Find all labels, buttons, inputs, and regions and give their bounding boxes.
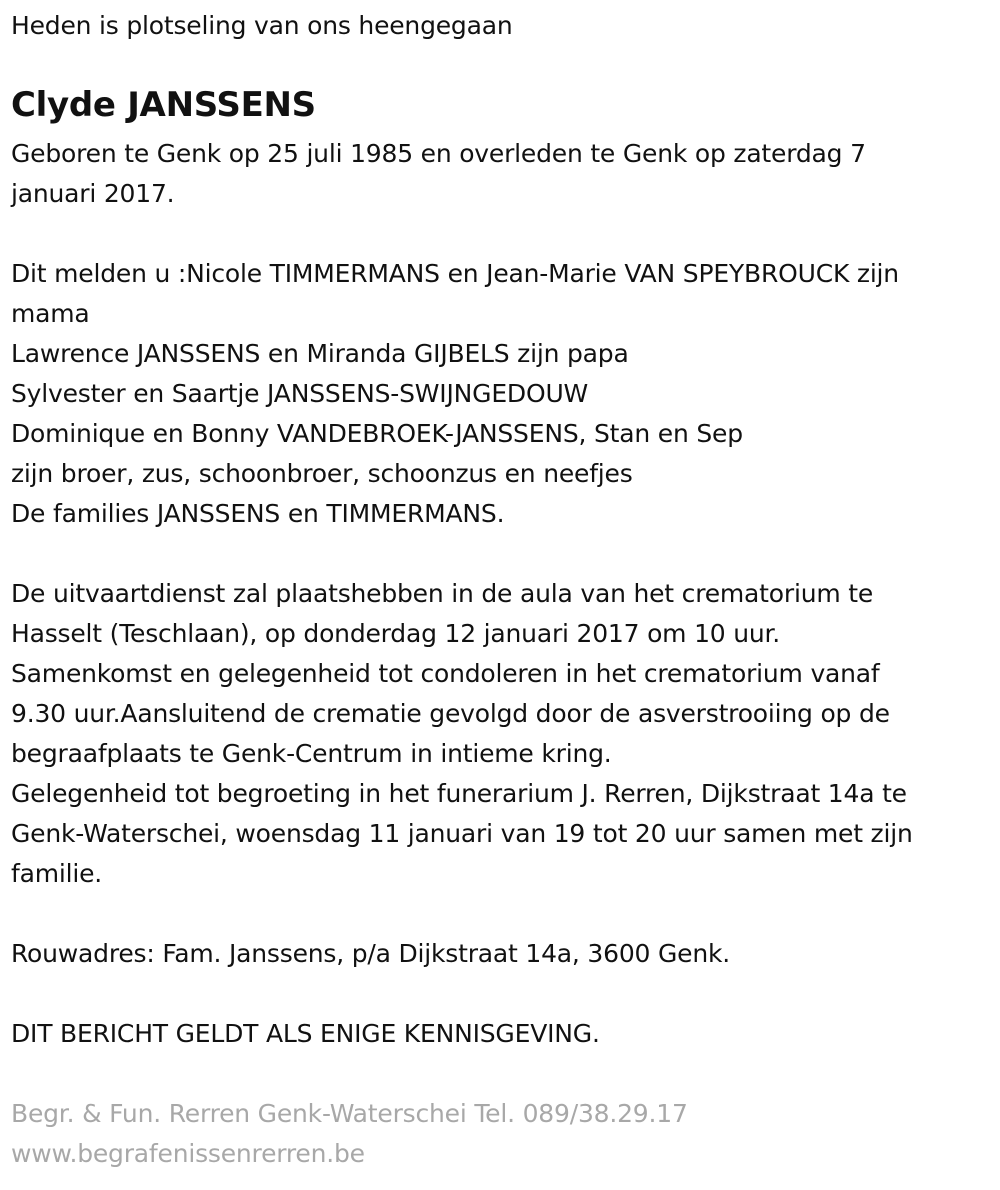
- notice-statement: [11, 1014, 600, 1054]
- service-line: familie.: [11, 859, 103, 888]
- mourning-address-line: Rouwadres: Fam. Janssens, p/a Dijkstraat 14a, 3600 Genk.: [11, 939, 731, 968]
- intro-text: Heden is plotseling van ons heengegaan: [11, 11, 513, 40]
- family-line: Dit melden u :Nicole TIMMERMANS en Jean-Marie VAN SPEYBROUCK zijn: [11, 259, 899, 288]
- service-line: begraafplaats te Genk-Centrum in intieme kring.: [11, 739, 612, 768]
- service-line: Hasselt (Teschlaan), op donderdag 12 januari 2017 om 10 uur.: [11, 619, 781, 648]
- family-line: Dominique en Bonny VANDEBROEK-JANSSENS, Stan en Sep: [11, 419, 743, 448]
- family-line: mama: [11, 299, 90, 328]
- mourning-address: [11, 934, 730, 974]
- funeral-home-website: www.begrafenissenrerren.be: [11, 1139, 365, 1168]
- family-line: zijn broer, zus, schoonbroer, schoonzus en neefjes: [11, 459, 633, 488]
- birth-death-line: januari 2017.: [11, 179, 175, 208]
- birth-death-paragraph: [11, 134, 866, 214]
- birth-death-line: Geboren te Genk op 25 juli 1985 en overleden te Genk op zaterdag 7: [11, 139, 866, 168]
- family-line: Lawrence JANSSENS en Miranda GIJBELS zijn papa: [11, 339, 629, 368]
- footer: [11, 1094, 688, 1174]
- service-line: Gelegenheid tot begroeting in het funerarium J. Rerren, Dijkstraat 14a te: [11, 779, 907, 808]
- service-line: Samenkomst en gelegenheid tot condoleren in het crematorium vanaf: [11, 659, 880, 688]
- family-line: De families JANSSENS en TIMMERMANS.: [11, 499, 505, 528]
- funeral-home-info: Begr. & Fun. Rerren Genk-Waterschei Tel. 089/38.29.17: [11, 1099, 688, 1128]
- deceased-name: Clyde JANSSENS: [11, 85, 316, 125]
- service-paragraph: [11, 574, 913, 894]
- service-line: Genk-Waterschei, woensdag 11 januari van 19 tot 20 uur samen met zijn: [11, 819, 913, 848]
- service-line: 9.30 uur.Aansluitend de crematie gevolgd door de asverstrooiing op de: [11, 699, 890, 728]
- service-line: De uitvaartdienst zal plaatshebben in de aula van het crematorium te: [11, 579, 874, 608]
- notice-line: DIT BERICHT GELDT ALS ENIGE KENNISGEVING.: [11, 1019, 600, 1048]
- family-line: Sylvester en Saartje JANSSENS-SWIJNGEDOUW: [11, 379, 589, 408]
- family-paragraph: [11, 254, 899, 534]
